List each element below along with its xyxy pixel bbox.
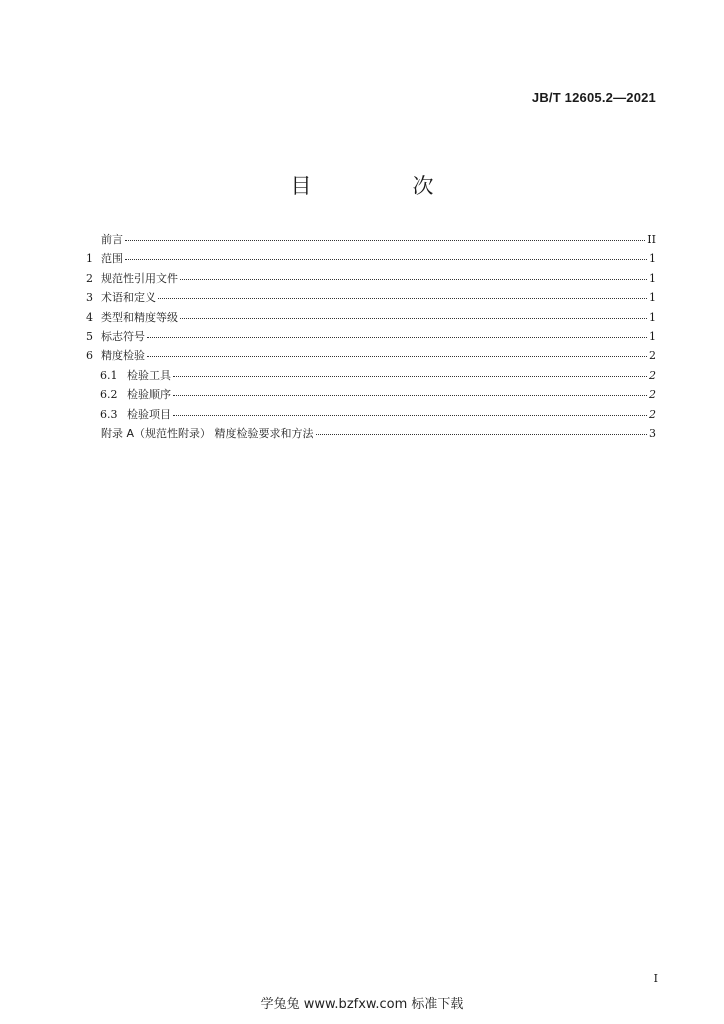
toc-entry-page: 2 xyxy=(649,368,656,382)
toc-entry-number: 6.2 xyxy=(100,388,118,402)
toc-entry-page: 1 xyxy=(649,291,656,305)
toc-entry-title: 附录 A（规范性附录） 精度检验要求和方法 xyxy=(101,426,314,440)
toc-entry-title: 检验项目 xyxy=(127,407,171,421)
toc-entry-page: 1 xyxy=(649,271,656,285)
toc-entry-page: 1 xyxy=(649,252,656,266)
toc-leader-dots xyxy=(180,317,647,319)
toc-entry-number: 1 xyxy=(86,252,93,266)
toc-entry-normative-references[interactable] xyxy=(86,269,656,288)
toc-entry-annex-a[interactable] xyxy=(86,424,656,443)
toc-entry-inspection-sequence[interactable] xyxy=(86,385,656,404)
footer-watermark: 学兔兔 www.bzfxw.com 标准下载 xyxy=(260,997,464,1012)
toc-entry-page: 2 xyxy=(649,349,656,363)
page-number: I xyxy=(653,972,658,985)
toc-title: 目 次 xyxy=(290,174,474,198)
toc-entry-number: 4 xyxy=(86,310,93,324)
toc-entry-title: 精度检验 xyxy=(101,349,145,363)
toc-entry-scope[interactable] xyxy=(86,249,656,268)
toc-entry-inspection-tools[interactable] xyxy=(86,366,656,385)
toc-leader-dots xyxy=(173,414,647,416)
toc-entry-title: 前言 xyxy=(101,233,123,246)
toc-leader-dots xyxy=(316,433,647,435)
toc-entry-accuracy-inspection[interactable] xyxy=(86,346,656,365)
standard-code: JB/T 12605.2—2021 xyxy=(531,90,656,105)
toc-entry-inspection-items[interactable] xyxy=(86,405,656,424)
toc-entry-foreword[interactable] xyxy=(86,230,656,249)
toc-leader-dots xyxy=(173,375,647,377)
toc-entry-title: 术语和定义 xyxy=(101,291,156,305)
toc-entry-number: 2 xyxy=(86,271,93,285)
toc-entry-number: 6.1 xyxy=(100,368,118,382)
toc-entry-terms-definitions[interactable] xyxy=(86,288,656,307)
toc-entry-title: 范围 xyxy=(101,252,123,266)
toc-entry-number: 6.3 xyxy=(100,407,118,421)
toc-entry-types-accuracy-grades[interactable] xyxy=(86,308,656,327)
toc-entry-title: 类型和精度等级 xyxy=(101,310,178,324)
toc-leader-dots xyxy=(158,297,647,299)
toc-entry-marking-symbols[interactable] xyxy=(86,327,656,346)
toc-entry-page: 1 xyxy=(649,329,656,343)
toc-entry-title: 检验工具 xyxy=(127,368,171,382)
toc-entry-page: II xyxy=(647,233,656,246)
toc-entry-title: 检验顺序 xyxy=(127,388,171,402)
toc-leader-dots xyxy=(147,336,647,338)
toc-leader-dots xyxy=(180,278,647,280)
toc-entry-number: 6 xyxy=(86,349,93,363)
toc-entry-page: 2 xyxy=(649,407,656,421)
toc-leader-dots xyxy=(147,355,647,357)
toc-entry-title: 规范性引用文件 xyxy=(101,271,178,285)
toc-entry-page: 3 xyxy=(649,426,656,440)
toc-entry-title: 标志符号 xyxy=(101,329,145,343)
table-of-contents xyxy=(86,230,656,443)
toc-entry-page: 1 xyxy=(649,310,656,324)
toc-leader-dots xyxy=(173,394,647,396)
toc-entry-number: 3 xyxy=(86,291,93,305)
toc-entry-page: 2 xyxy=(649,388,656,402)
toc-leader-dots xyxy=(125,258,647,260)
toc-leader-dots xyxy=(125,239,645,241)
toc-entry-number: 5 xyxy=(86,329,93,343)
